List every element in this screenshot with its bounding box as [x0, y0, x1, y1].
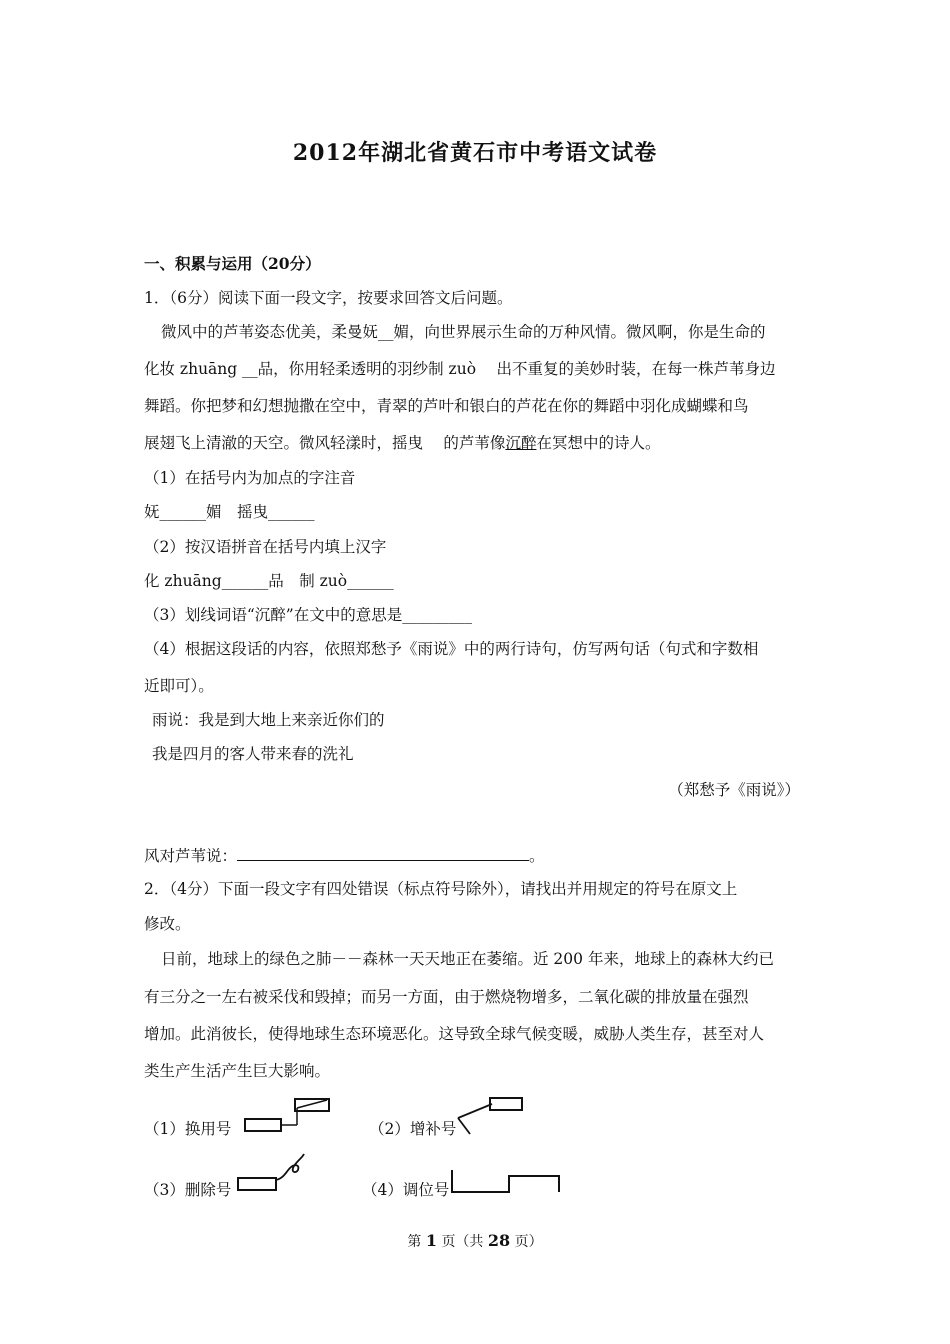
insert-mark-icon	[454, 1094, 529, 1138]
answer-label: 风对芦苇说：	[144, 847, 238, 865]
footer-mid: 页（共	[441, 1234, 484, 1250]
q1-stem: 1．（6分）阅读下面一段文字，按要求回答文后问题。	[144, 289, 513, 307]
answer-end: 。	[529, 847, 545, 865]
q1-passage-line-2: 化妆 zhuāng __品，你用轻柔透明的羽纱制 zuò 出不重复的美妙时装，在每一株芦苇身边	[144, 360, 776, 378]
poem-line-1: 雨说：我是到大地上来亲近你们的	[152, 711, 385, 729]
mark-label-delete: （3）删除号	[144, 1181, 232, 1199]
q2-stem-line-2: 修改。	[144, 915, 191, 933]
delete-mark-icon	[236, 1150, 311, 1196]
poem-line-2: 我是四月的客人带来春的洗礼	[152, 745, 354, 763]
page-title: 2012年湖北省黄石市中考语文试卷	[292, 140, 658, 166]
mark-label-replace: （1）换用号	[144, 1120, 232, 1138]
section-heading: 一、积累与运用（20分）	[144, 254, 321, 273]
mark-label-insert: （2）增补号	[369, 1120, 457, 1138]
q2-passage-line-3: 增加。此消彼长，使得地球生态环境恶化。这导致全球气候变暖，威胁人类生存，甚至对人	[144, 1025, 765, 1043]
swap-mark-icon	[449, 1166, 567, 1196]
footer-total-pages: 28	[487, 1231, 511, 1250]
q2-passage-line-4: 类生产生活产生巨大影响。	[144, 1062, 331, 1080]
q1-passage-line-1: 微风中的芦苇姿态优美，柔曼妩__媚，向世界展示生命的万种风情。微风啊，你是生命的	[161, 323, 766, 341]
footer-pre: 第	[407, 1234, 422, 1250]
q2-passage-line-2: 有三分之一左右被采伐和毁掉；而另一方面，由于燃烧物增多，二氧化碳的排放量在强烈	[144, 988, 749, 1006]
replace-mark-icon	[243, 1096, 333, 1136]
q1-sub-4-line-1: （4）根据这段话的内容，依照郑愁予《雨说》中的两行诗句，仿写两句话（句式和字数相	[144, 640, 759, 658]
q1-answer-line	[144, 845, 545, 866]
q1-sub-1-answer: 妩______媚 摇曳______	[144, 503, 315, 521]
poem-source: （郑愁予《雨说》）	[668, 781, 800, 799]
q1-sub-2-answer: 化 zhuāng______品 制 zuò______	[144, 572, 394, 590]
q2-passage-line-1: 日前，地球上的绿色之肺－－森林一天天地正在萎缩。近 200 年来，地球上的森林大约已	[161, 950, 774, 968]
underlined-word: 沉醉	[505, 434, 537, 452]
footer-page-number: 1	[425, 1231, 437, 1250]
q1-passage-line-4	[144, 433, 660, 453]
q1-passage-line-3: 舞蹈。你把梦和幻想抛撒在空中，青翠的芦叶和银白的芦花在你的舞蹈中羽化成蝴蝶和鸟	[144, 397, 749, 415]
q1-passage-line-4-post: 在冥想中的诗人。	[536, 434, 661, 452]
q1-sub-2: （2）按汉语拼音在括号内填上汉字	[144, 538, 387, 556]
q1-passage-line-4-pre: 展翅飞上清澈的天空。微风轻漾时，摇曳 的芦苇像	[144, 434, 506, 452]
q1-sub-1: （1）在括号内为加点的字注音	[144, 469, 356, 487]
q2-stem-line-1: 2．（4分）下面一段文字有四处错误（标点符号除外），请找出并用规定的符号在原文上	[144, 880, 738, 898]
footer-post: 页）	[514, 1234, 543, 1250]
q1-sub-3: （3）划线词语“沉醉”在文中的意思是_________	[144, 606, 472, 624]
page-footer	[0, 1231, 950, 1251]
mark-label-swap: （4）调位号	[362, 1181, 450, 1199]
q1-sub-4-line-2: 近即可）。	[144, 677, 214, 695]
answer-blank	[237, 845, 529, 861]
